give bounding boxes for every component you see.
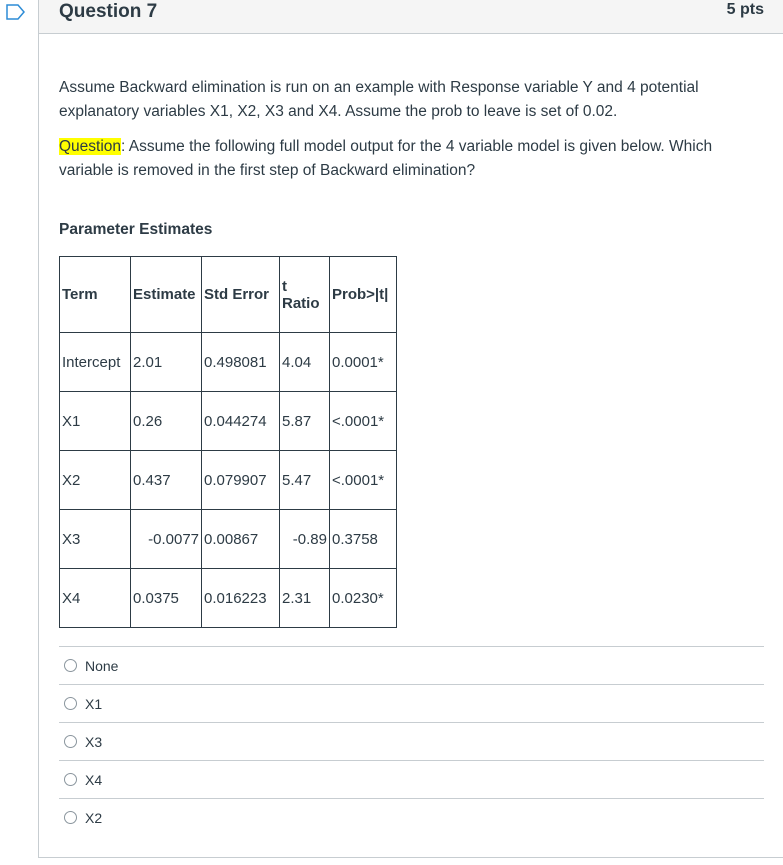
question-points: 5 pts <box>726 1 764 18</box>
question-card <box>38 0 783 858</box>
cell-std-error: 0.079907 <box>202 451 280 510</box>
table-row <box>60 392 397 451</box>
cell-t-ratio: 5.87 <box>280 392 330 451</box>
answer-choice-x4[interactable] <box>59 760 764 798</box>
cell-prob: 0.3758 <box>330 510 397 569</box>
answer-label[interactable]: X3 <box>85 733 103 750</box>
cell-prob: <.0001* <box>330 451 397 510</box>
table-header-row <box>60 257 397 333</box>
table-row <box>60 451 397 510</box>
cell-prob: <.0001* <box>330 392 397 451</box>
parameter-estimates-table <box>59 256 397 628</box>
answer-label[interactable]: X1 <box>85 695 103 712</box>
cell-std-error: 0.044274 <box>202 392 280 451</box>
answer-label[interactable]: X4 <box>85 771 103 788</box>
cell-t-ratio: 5.47 <box>280 451 330 510</box>
radio-button[interactable] <box>64 773 77 786</box>
answer-choice-none[interactable] <box>59 646 764 684</box>
cell-estimate: 0.26 <box>131 392 202 451</box>
cell-std-error: 0.498081 <box>202 333 280 392</box>
cell-std-error: 0.00867 <box>202 510 280 569</box>
radio-button[interactable] <box>64 811 77 824</box>
col-header-std-error: Std Error <box>202 257 280 333</box>
col-header-t-ratio <box>280 257 330 333</box>
col-header-term: Term <box>60 257 131 333</box>
answer-choice-x1[interactable] <box>59 684 764 722</box>
question-paragraph-1: Assume Backward elimination is run on an example with Response variable Y and 4 potential explanatory variables X1, X2, X3 and X4. Assume the prob to leave is set of 0.02. <box>59 79 699 120</box>
cell-std-error: 0.016223 <box>202 569 280 628</box>
cell-prob: 0.0230* <box>330 569 397 628</box>
col-header-t: t <box>282 277 287 295</box>
answer-choices <box>59 646 764 836</box>
question-body: : Assume the following full model output for the 4 variable model is given below. Which variable is removed in the first step of Backward elimination? <box>59 138 713 179</box>
question-title: Question 7 <box>59 1 158 22</box>
answer-choice-x2[interactable] <box>59 798 764 836</box>
question-header <box>39 0 783 34</box>
cell-term: X3 <box>60 510 131 569</box>
bookmark-flag-icon[interactable] <box>6 4 26 20</box>
cell-t-ratio: 4.04 <box>280 333 330 392</box>
cell-estimate: 0.437 <box>131 451 202 510</box>
cell-t-ratio: -0.89 <box>280 510 330 569</box>
radio-button[interactable] <box>64 697 77 710</box>
cell-term: X2 <box>60 451 131 510</box>
cell-estimate: 0.0375 <box>131 569 202 628</box>
radio-button[interactable] <box>64 659 77 672</box>
table-row <box>60 333 397 392</box>
cell-estimate: -0.0077 <box>131 510 202 569</box>
answer-label[interactable]: X2 <box>85 809 103 826</box>
table-row <box>60 510 397 569</box>
cell-term: X4 <box>60 569 131 628</box>
question-label: Question <box>59 138 122 155</box>
cell-prob: 0.0001* <box>330 333 397 392</box>
col-header-estimate: Estimate <box>131 257 202 333</box>
col-header-prob: Prob>|t| <box>330 257 397 333</box>
question-paragraph-2 <box>59 135 749 183</box>
radio-button[interactable] <box>64 735 77 748</box>
answer-choice-x3[interactable] <box>59 722 764 760</box>
col-header-ratio: Ratio <box>282 294 320 312</box>
answer-label[interactable]: None <box>85 657 119 674</box>
cell-t-ratio: 2.31 <box>280 569 330 628</box>
table-row <box>60 569 397 628</box>
parameter-estimates-heading: Parameter Estimates <box>59 221 213 238</box>
cell-term: Intercept <box>60 333 131 392</box>
cell-estimate: 2.01 <box>131 333 202 392</box>
cell-term: X1 <box>60 392 131 451</box>
